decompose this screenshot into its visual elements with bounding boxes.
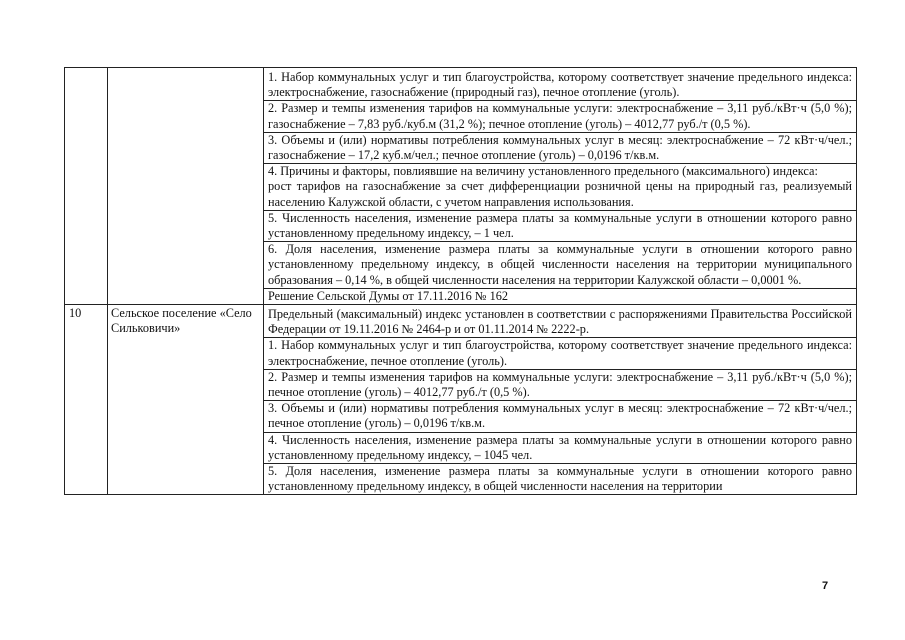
paragraph: 4. Численность населения, изменение размера платы за коммунальные услуги в отношении которого равно установленному предельному индексу, – 1045 чел. — [264, 432, 856, 463]
paragraph: 6. Доля населения, изменение размера платы за коммунальные услуги в отношении которого равно установленному предельному индексу, в общей численности населения на территории муниципального образования – 0,14 %, в общей численности населения на территории Калужской области – 0,0001 %. — [264, 241, 856, 288]
decision-reference: Решение Сельской Думы от 17.11.2016 № 162 — [264, 288, 856, 304]
description-cell — [264, 68, 857, 305]
paragraph: 4. Причины и факторы, повлиявшие на величину установленного предельного (максимального) индекса: — [264, 163, 856, 179]
paragraph: 3. Объемы и (или) нормативы потребления коммунальных услуг в месяц: электроснабжение – 72 кВт·ч/чел.; печное отопление (уголь) – 0,0196 т/кв.м. — [264, 400, 856, 431]
settlement-name-cell: Сельское поселение «Село Сильковичи» — [108, 305, 264, 495]
table-row — [65, 305, 857, 495]
paragraph: 2. Размер и темпы изменения тарифов на коммунальные услуги: электроснабжение – 3,11 руб./кВт·ч (5,0 %); печное отопление (уголь) – 4012,77 руб./т (0,5 %). — [264, 369, 856, 400]
row-number-cell: 10 — [65, 305, 108, 495]
description-cell — [264, 305, 857, 495]
paragraph: 5. Численность населения, изменение размера платы за коммунальные услуги в отношении которого равно установленному предельному индексу, – 1 чел. — [264, 210, 856, 241]
paragraph: 2. Размер и темпы изменения тарифов на коммунальные услуги: электроснабжение – 3,11 руб./кВт·ч (5,0 %); газоснабжение – 7,83 руб./куб.м (31,2 %); печное отопление (уголь) – 4012,77 руб./т (0,5 %). — [264, 100, 856, 131]
paragraph: 5. Доля населения, изменение размера платы за коммунальные услуги в отношении которого равно установленному предельному индексу, в общей численности населения на территории — [264, 463, 856, 494]
paragraph: 3. Объемы и (или) нормативы потребления коммунальных услуг в месяц: электроснабжение – 72 кВт·ч/чел.; газоснабжение – 17,2 куб.м/чел.; печное отопление (уголь) – 0,0196 т/кв.м. — [264, 132, 856, 163]
index-table — [64, 67, 857, 495]
page-number: 7 — [822, 580, 829, 592]
paragraph: 1. Набор коммунальных услуг и тип благоустройства, которому соответствует значение предельного индекса: электроснабжение, печное отопление (уголь). — [264, 337, 856, 368]
row-number-cell — [65, 68, 108, 305]
paragraph: рост тарифов на газоснабжение за счет дифференциации розничной цены на природный газ, реализуемый населению Калужской области, с учетом направления использования. — [268, 179, 852, 209]
settlement-name-cell — [108, 68, 264, 305]
paragraph: 1. Набор коммунальных услуг и тип благоустройства, которому соответствует значение предельного индекса: электроснабжение, газоснабжение (природный газ), печное отопление (уголь). — [268, 70, 852, 100]
table-row — [65, 68, 857, 305]
paragraph: Предельный (максимальный) индекс установлен в соответствии с распоряжениями Правительства Российской Федерации от 19.11.2016 № 2464-р и от 01.11.2014 № 2222-р. — [268, 307, 852, 337]
